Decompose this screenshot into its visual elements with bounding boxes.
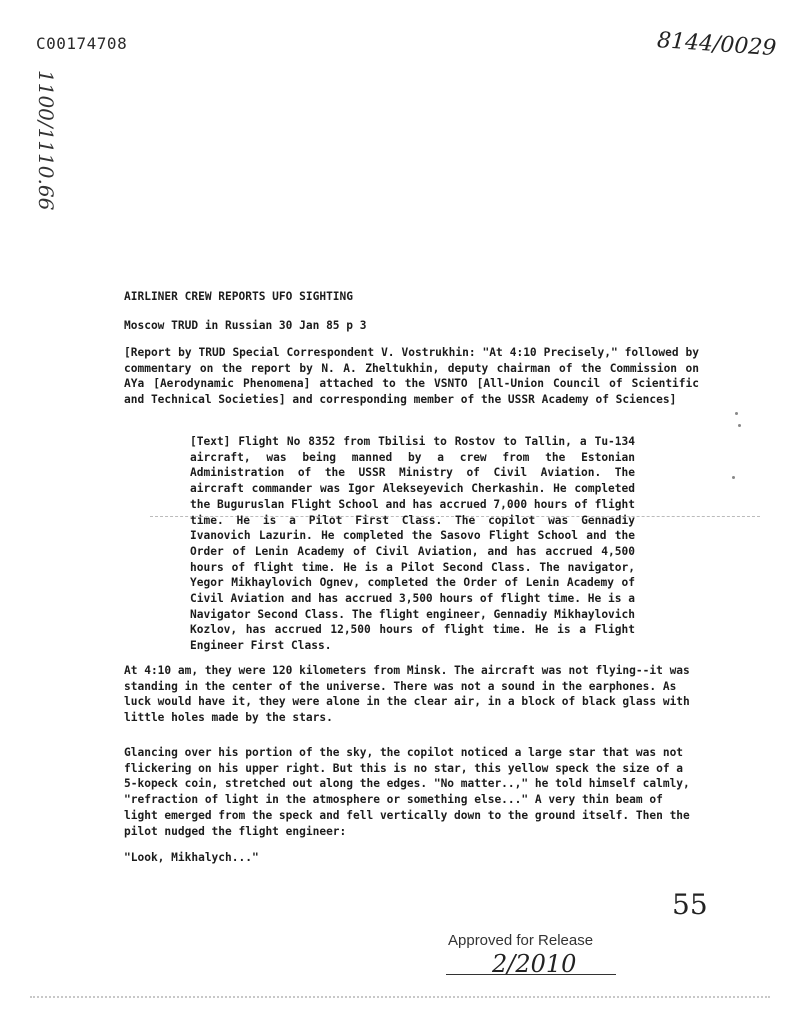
paragraph-1-text: At 4:10 am, they were 120 kilometers from Minsk. The aircraft was not flying--it was standing in the center of the universe. There was not a sound in the earphones. As luck would have it, they were alone in the clear air, in a block of black glass with little holes made by the stars. <box>124 664 690 725</box>
release-stamp-label: Approved for Release <box>448 932 594 949</box>
intro-text: [Report by TRUD Special Correspondent V. Vostrukhin: "At 4:10 Precisely," followed by commentary on the report by N. A. Zheltukhin, deputy chairman of the Commission on AYa [Aerodynamic Phenomena] attached to the VSNTO [All-Union Council of Scientific and Technical Societies] and corresponding member of the USSR Academy of Sciences] <box>124 346 699 407</box>
scan-speck <box>738 424 741 427</box>
source-line: Moscow TRUD in Russian 30 Jan 85 p 3 <box>124 319 367 332</box>
release-stamp-date: 2/2010 <box>492 950 577 978</box>
intro-paragraph <box>124 345 699 408</box>
margin-handwriting: 1100/1110.66 <box>34 70 58 211</box>
handwritten-file-number: 8144/0029 <box>656 28 778 62</box>
release-stamp-underline <box>446 974 616 975</box>
document-id: C00174708 <box>36 34 128 53</box>
scan-speck <box>732 476 735 479</box>
article-headline: AIRLINER CREW REPORTS UFO SIGHTING <box>124 290 354 303</box>
scan-speck <box>735 412 738 415</box>
paragraph-2-text: Glancing over his portion of the sky, the copilot noticed a large star that was not flickering on his upper right. But this is no star, this yellow speck the size of a 5-kopeck coin, stretched out along the edges. "No matter..," he told himself calmly, "refraction of light in the atmosphere or something else..." A very thin beam of light emerged from the speck and fell vertically down to the ground itself. Then the pilot nudged the flight engineer: <box>124 746 690 838</box>
body-paragraph-2 <box>124 745 699 839</box>
body-paragraph-1 <box>124 663 699 726</box>
quoted-block <box>190 434 635 654</box>
closing-quote: "Look, Mikhalych..." <box>124 851 259 864</box>
page-number: 55 <box>672 888 708 921</box>
scan-artifact-bottom <box>30 996 770 998</box>
quoted-text: [Text] Flight No 8352 from Tbilisi to Rostov to Tallin, a Tu-134 aircraft, was being manned by a crew from the Estonian Administration of the USSR Ministry of Civil Aviation. The aircraft commander was Igor Alekseyevich Cherkashin. He completed the Buguruslan Flight School and has accrued 7,000 hours of flight time. He is a Pilot First Class. The copilot was Gennadiy Ivanovich Lazurin. He completed the Sasovo Flight School and the Order of Lenin Academy of Civil Aviation, and has accrued 4,500 hours of flight time. He is a Pilot Second Class. The navigator, Yegor Mikhaylovich Ognev, completed the Order of Lenin Academy of Civil Aviation and has accrued 3,500 hours of flight time. He is a Navigator Second Class. The flight engineer, Gennadiy Mikhaylovich Kozlov, has accrued 12,500 hours of flight time. He is a Flight Engineer First Class. <box>190 435 635 653</box>
